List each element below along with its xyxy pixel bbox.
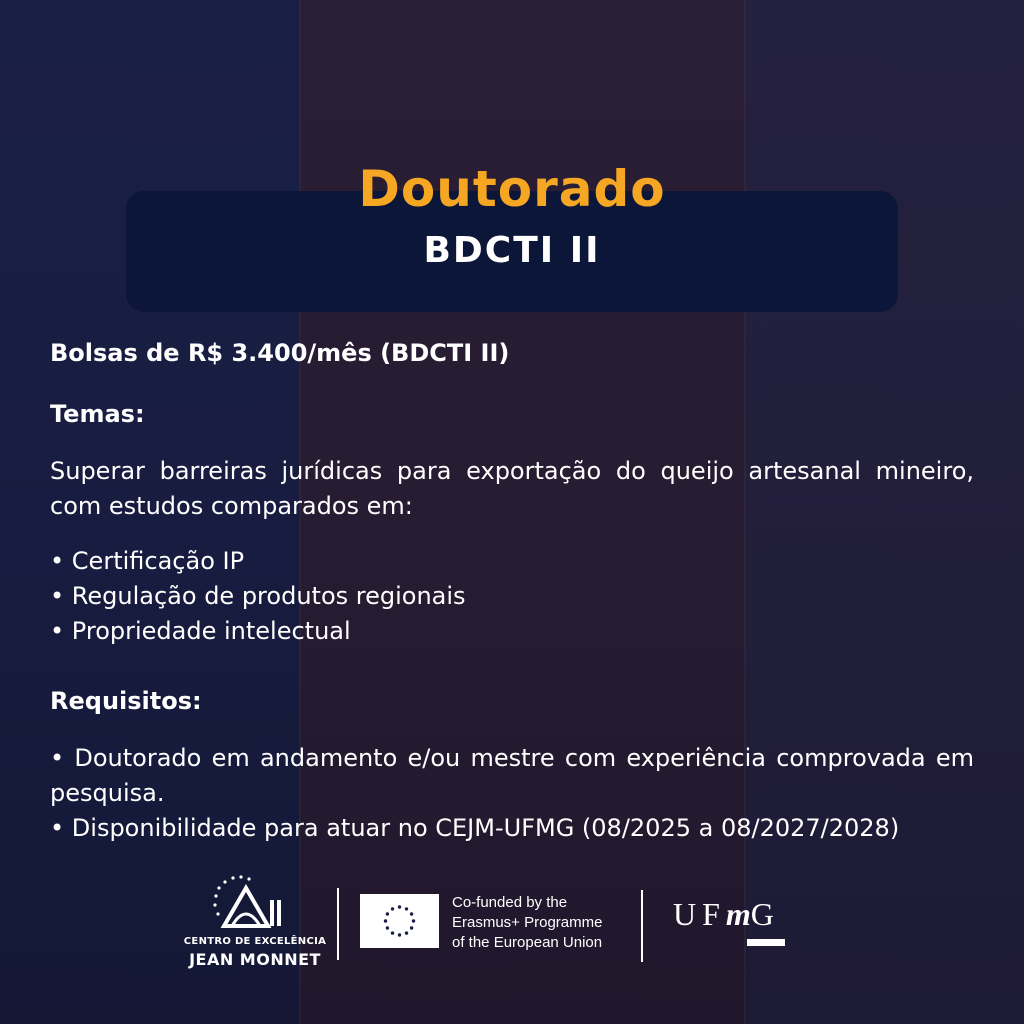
list-item: • Doutorado em andamento e/ou mestre com experiência comprovada em pesquisa. bbox=[50, 741, 974, 811]
themes-heading: Temas: bbox=[50, 400, 145, 428]
page-subtitle: BDCTI II bbox=[423, 230, 601, 271]
ufmg-m-letter: m bbox=[725, 896, 751, 932]
logo-divider bbox=[337, 888, 339, 960]
ufmg-bar-icon bbox=[747, 939, 785, 946]
requirements-list bbox=[50, 741, 974, 846]
jean-monnet-logo-icon bbox=[208, 874, 288, 934]
list-item: • Disponibilidade para atuar no CEJM-UFMG (08/2025 a 08/2027/2028) bbox=[50, 811, 974, 846]
eu-cofunded-text bbox=[452, 893, 602, 953]
eu-flag-icon bbox=[360, 894, 439, 948]
themes-section bbox=[50, 397, 974, 432]
themes-intro bbox=[50, 454, 974, 524]
themes-intro-text: Superar barreiras jurídicas para exportação do queijo artesanal mineiro, com estudos comparados em: bbox=[50, 457, 974, 520]
jean-monnet-caption: CENTRO DE EXCELÊNCIA bbox=[183, 936, 327, 947]
eu-line: of the European Union bbox=[452, 934, 603, 951]
logo-divider bbox=[641, 890, 643, 962]
requirements-heading: Requisitos: bbox=[50, 687, 202, 715]
list-item: • Certificação IP bbox=[50, 544, 974, 579]
list-item: • Propriedade intelectual bbox=[50, 614, 974, 649]
page-title: Doutorado bbox=[358, 160, 666, 218]
stipend-label: Bolsas de R$ 3.400/mês (BDCTI II) bbox=[50, 339, 510, 367]
themes-list bbox=[50, 544, 974, 649]
ufmg-logo bbox=[673, 896, 780, 933]
ufmg-letters: G bbox=[750, 896, 780, 932]
stipend-text bbox=[50, 336, 974, 371]
requirements-section bbox=[50, 684, 974, 719]
jean-monnet-name: JEAN MONNET bbox=[189, 950, 321, 969]
eu-line: Erasmus+ Programme bbox=[452, 914, 603, 931]
list-item: • Regulação de produtos regionais bbox=[50, 579, 974, 614]
ufmg-letters: UF bbox=[673, 896, 726, 932]
eu-line: Co-funded by the bbox=[452, 894, 568, 911]
